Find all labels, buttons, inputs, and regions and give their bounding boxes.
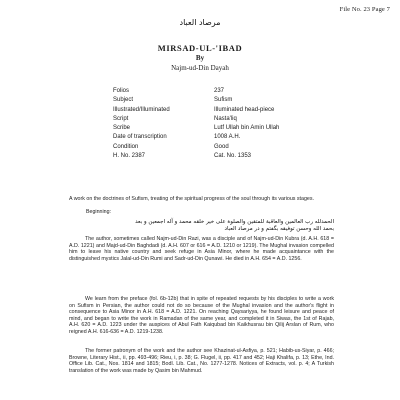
metadata-label: Scribe	[113, 125, 131, 132]
metadata-label: Script	[113, 115, 129, 122]
metadata-label: H. No. 2387	[113, 153, 146, 160]
metadata-row	[113, 124, 313, 133]
metadata-label: Condition	[113, 143, 139, 150]
metadata-row	[113, 96, 313, 105]
metadata-label: Folios	[113, 88, 130, 94]
metadata-value: 1008 A.H.	[214, 134, 241, 141]
metadata-value: Good	[214, 143, 229, 150]
by-line: By	[195, 54, 205, 62]
metadata-value: 237	[214, 88, 225, 94]
metadata-row	[113, 87, 313, 96]
author-name: Najm-ud-Din Dayah	[171, 64, 229, 72]
metadata-label: Subject	[113, 97, 134, 104]
page-title: MIRSAD-UL-'IBAD	[157, 43, 243, 53]
metadata-row	[113, 152, 313, 161]
metadata-label: Illustrated/Illuminated	[113, 106, 170, 113]
metadata-value: Illuminated head-piece	[214, 106, 275, 113]
preface-paragraph: We learn from the preface (fol. 6b-12b) that in spite of repeated requests by his disciples to write a work on Sufism in Persian, the author could not do so because of the Mughal invasion and the author's flight in consequence to Asia Minor in A.H. 618 = A.D. 1221. On reaching Qaysariyya, he found leisure and peace of mind, and began to write the work in Ramadan of the same year, and completed it in Siwas, the 1st of Rajab, A.H. 620 = A.D. 1223 under the auspices of Abul Fath Kaiqubad bin Kaikhusrau bin Qilij Arslan of Rum, who reigned A.H. 616-636 = A.D. 1219-1238.	[69, 296, 334, 335]
metadata-row	[113, 115, 313, 124]
metadata-value: Cat. No. 1353	[214, 153, 252, 160]
metadata-value: Lutf Ullah bin Amin Ullah	[214, 125, 280, 132]
metadata-table	[113, 87, 313, 161]
metadata-row	[113, 106, 313, 115]
arabic-beginning-line-2: بحمد الله وحسن توفيقه بگفتم و در مرصاد العباد	[224, 226, 334, 232]
metadata-row	[113, 133, 313, 142]
metadata-row	[113, 143, 313, 152]
author-paragraph: The author, sometimes called Najm-ud-Din Razi, was a disciple and of Najm-ud-Din Kubra (d. A.H. 618 = A.D. 1221) and Majd-ud-Din Baghdadi (d. A.H. 607 or 616 = A.D. 1210 or 1219). The Mughal invasion compelled him to leave his native country and seek refuge in Asia Minor, where he made acquaintance with the distinguished mystics Jalal-ud-Din Rumi and Sadr-ud-Din Qunawi. He died in A.H. 654 = A.D. 1256.	[69, 236, 334, 262]
file-page-header: File No. 23 Page 7	[339, 6, 390, 13]
arabic-title: مرصاد العباد	[179, 18, 221, 27]
beginning-label: Beginning:	[86, 209, 112, 215]
metadata-value: Nasta'liq	[214, 115, 237, 122]
references-paragraph: The former patronym of the work and the author see Khazinat-ul-Asfiya, p. 521; Habib-us-Siyar, p. 466; Browne, Literary Hist., ii, pp. 493-496; Rieu, i, p. 38; G. Flugel, ii, pp. 417 and 452; Haji Khalifa, p. 13; Ethe, Ind. Office Lib. Cat., Nos. 1814 and 1815; Bodl. Lib. Cat., No. 1277-1278. Notices of Extracts, vol. p. 4; A Turkish translation of the work was made by Qasim bin Mahmud.	[69, 348, 334, 374]
intro-paragraph: A work on the doctrines of Sufism, treating of the spiritual progress of the soul through its various stages.	[69, 196, 314, 202]
arabic-beginning-line-1: الحمدلله رب العالمين والعاقبة للمتقين والصلوة على خير خلقه محمد و آله اجمعين و بعد	[135, 219, 334, 225]
metadata-value: Sufism	[214, 97, 233, 104]
metadata-label: Date of transcription	[113, 134, 167, 141]
